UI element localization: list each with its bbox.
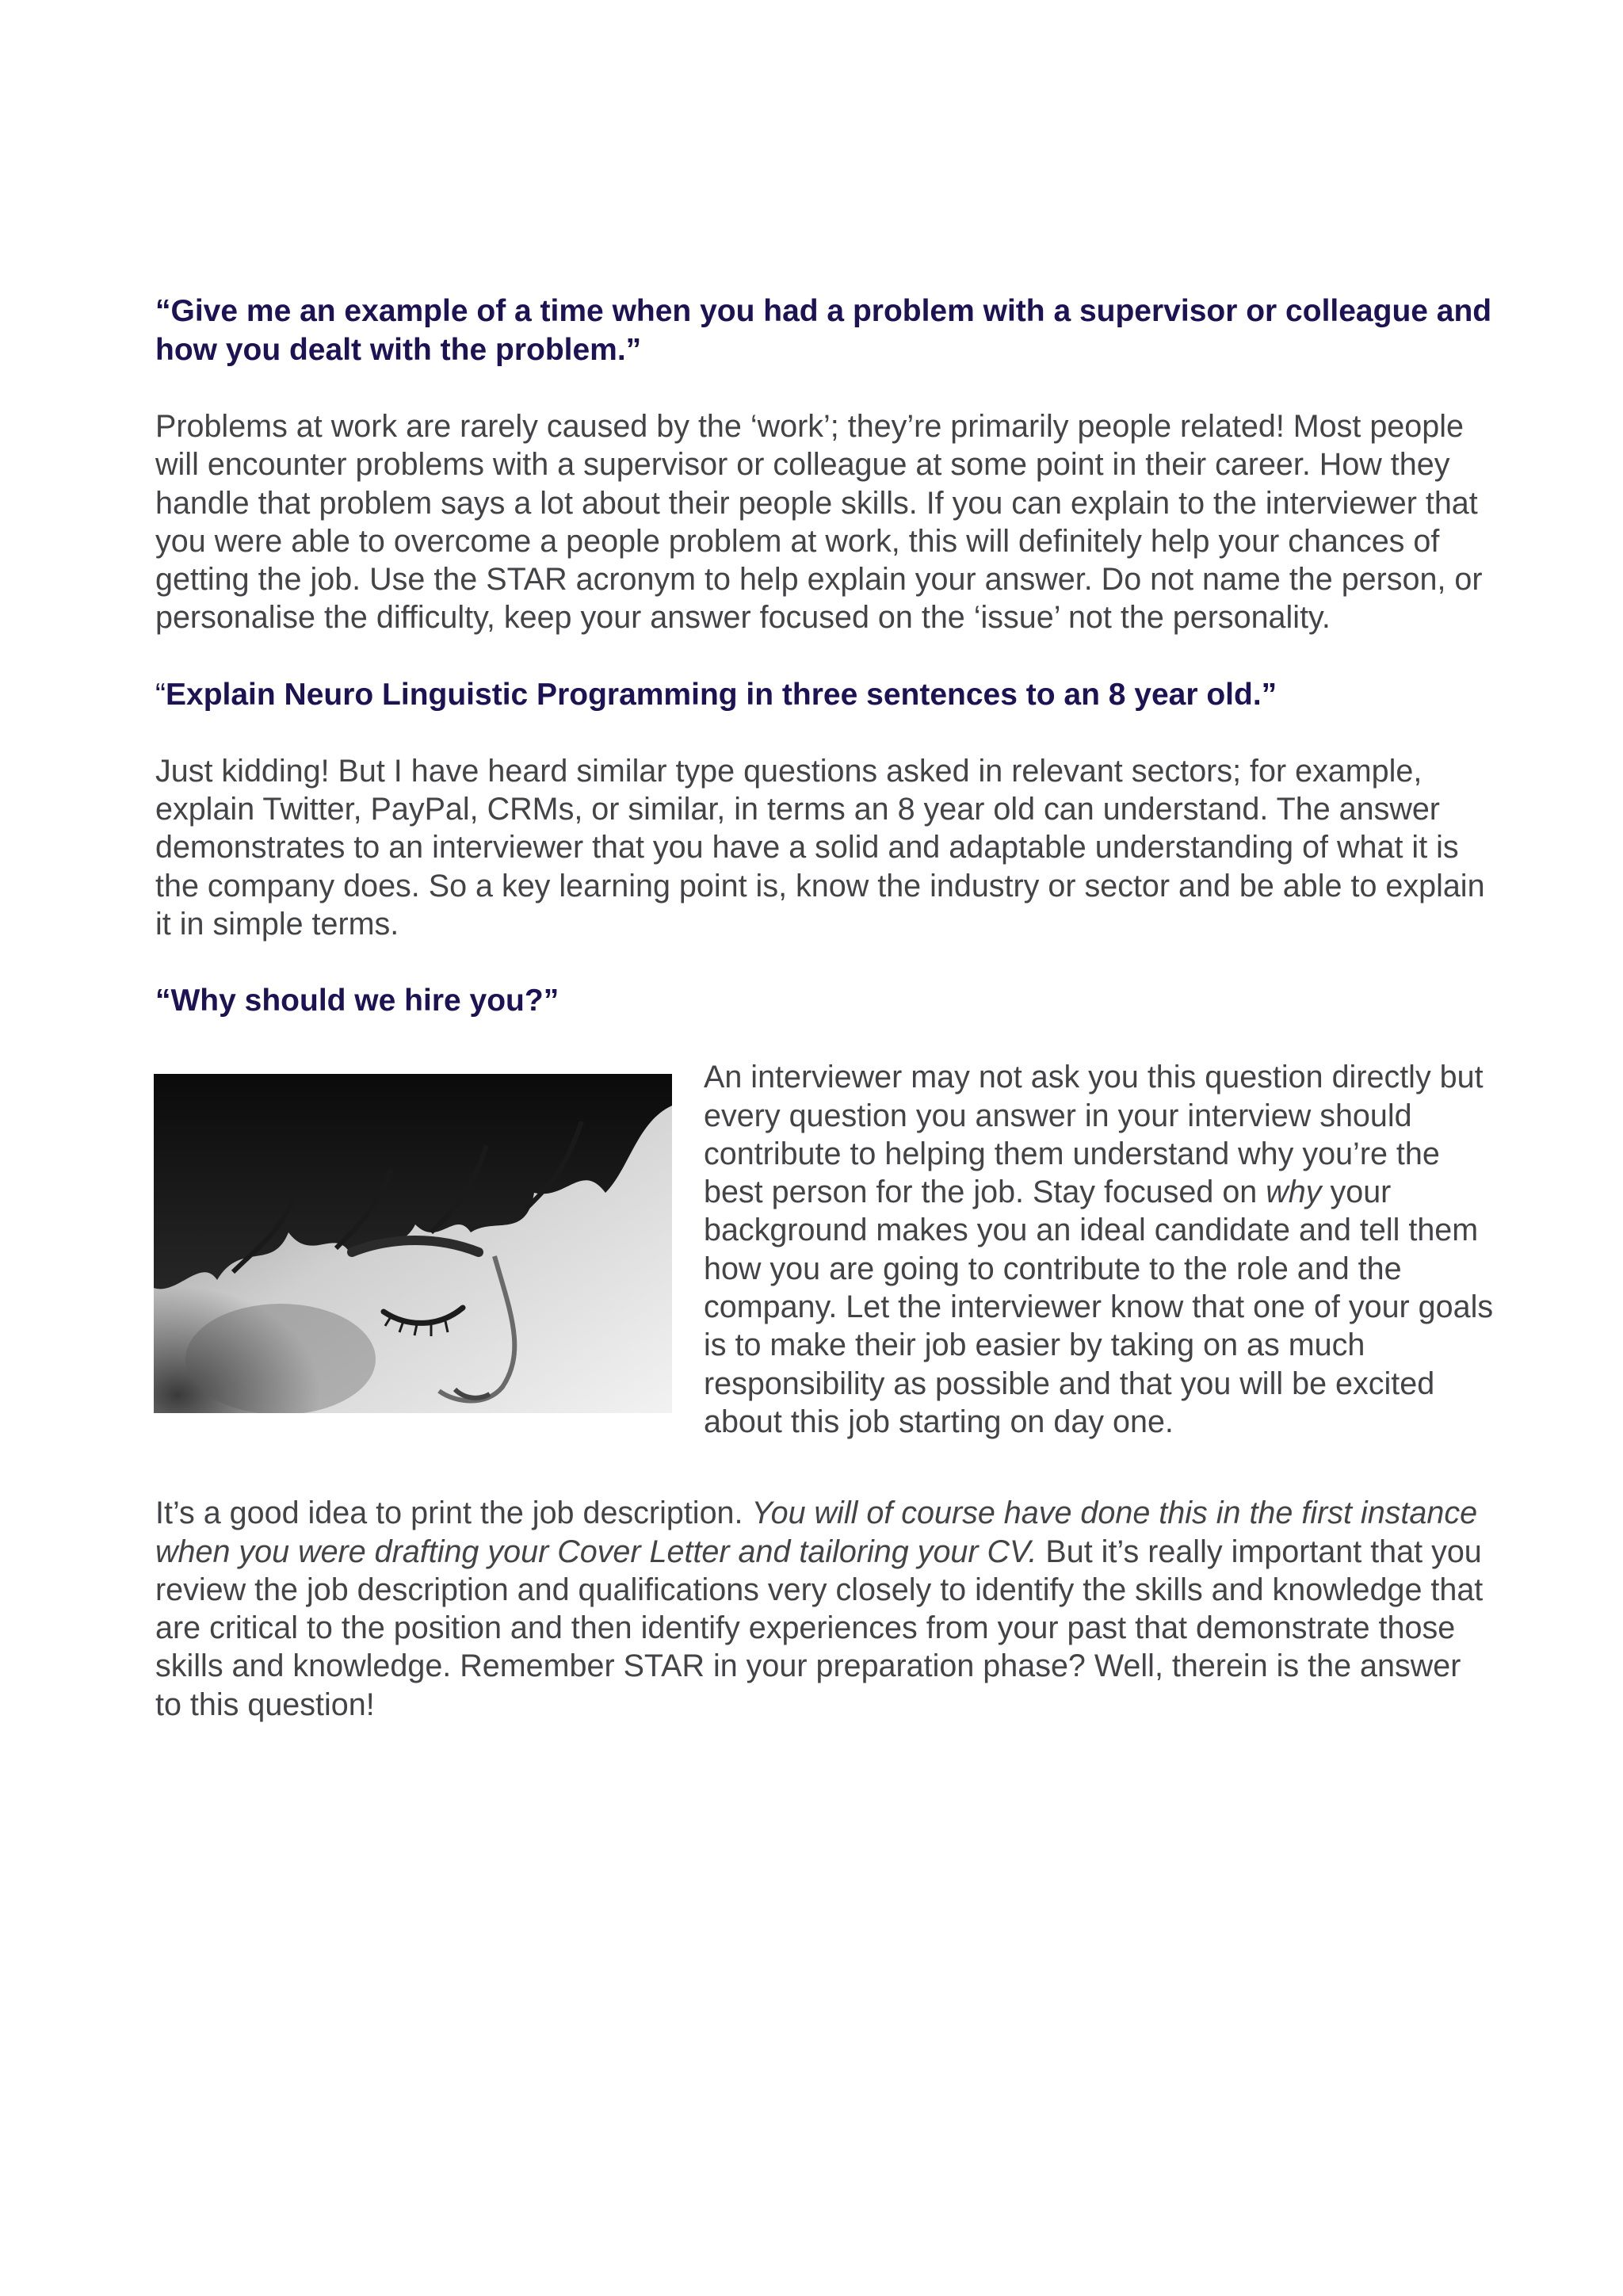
heading-text: Explain Neuro Linguistic Programming in three sentences to an 8 year old.”	[166, 677, 1277, 712]
question-heading-nlp	[155, 675, 1495, 714]
side-text-part1: An interviewer may not ask you this question directly but every question you answer in your interview should contribute to helping them understand why you’re the best person for the job. Stay focused on	[704, 1060, 1484, 1210]
document-page	[155, 292, 1495, 1724]
closing-text-emphasis: You will of course have done this in the first instance when you were drafting your Cover Letter and tailoring your CV.	[155, 1496, 1478, 1569]
photo-pensive-face	[154, 1074, 672, 1413]
photo-with-text-row	[155, 1058, 1495, 1456]
closing-paragraph	[155, 1494, 1495, 1724]
closing-text-part1: It’s a good idea to print the job description.	[155, 1496, 752, 1531]
question-heading-supervisor: “Give me an example of a time when you had a problem with a supervisor or colleague and how you dealt with the problem.”	[155, 294, 1492, 367]
heading-open-quote: “	[155, 677, 166, 712]
side-text-part2: your background makes you an ideal candidate and tell them how you are going to contribute to the role and the company. Let the interviewer know that one of your goals is to make their job easier by taking on as much responsibility as possible and that you will be excited about this job starting on day one.	[704, 1175, 1494, 1439]
side-text-emphasis: why	[1266, 1175, 1322, 1210]
answer-paragraph-hire	[704, 1058, 1496, 1441]
question-heading-hire: “Why should we hire you?”	[155, 984, 559, 1018]
answer-paragraph-supervisor: Problems at work are rarely caused by the ‘work’; they’re primarily people related! Most people will encounter problems with a supervisor or colleague at some point in their career. How they handle that problem says a lot about their people skills. If you can explain to the interviewer that you were able to overcome a people problem at work, this will definitely help your chances of getting the job. Use the STAR acronym to help explain your answer. Do not name the person, or personalise the difficulty, keep your answer focused on the ‘issue’ not the personality.	[155, 409, 1483, 636]
closing-text-part2: But it’s really important that you review the job description and qualifications very closely to identify the skills and knowledge that are critical to the position and then identify experiences from your past that demonstrate those skills and knowledge. Remember STAR in your preparation phase? Well, therein is the answer to this question!	[155, 1534, 1484, 1722]
answer-paragraph-nlp: Just kidding! But I have heard similar type questions asked in relevant sectors; for example, explain Twitter, PayPal, CRMs, or similar, in terms an 8 year old can understand. The answer demonstrates to an interviewer that you have a solid and adaptable understanding of what it is the company does. So a key learning point is, know the industry or sector and be able to explain it in simple terms.	[155, 753, 1485, 942]
